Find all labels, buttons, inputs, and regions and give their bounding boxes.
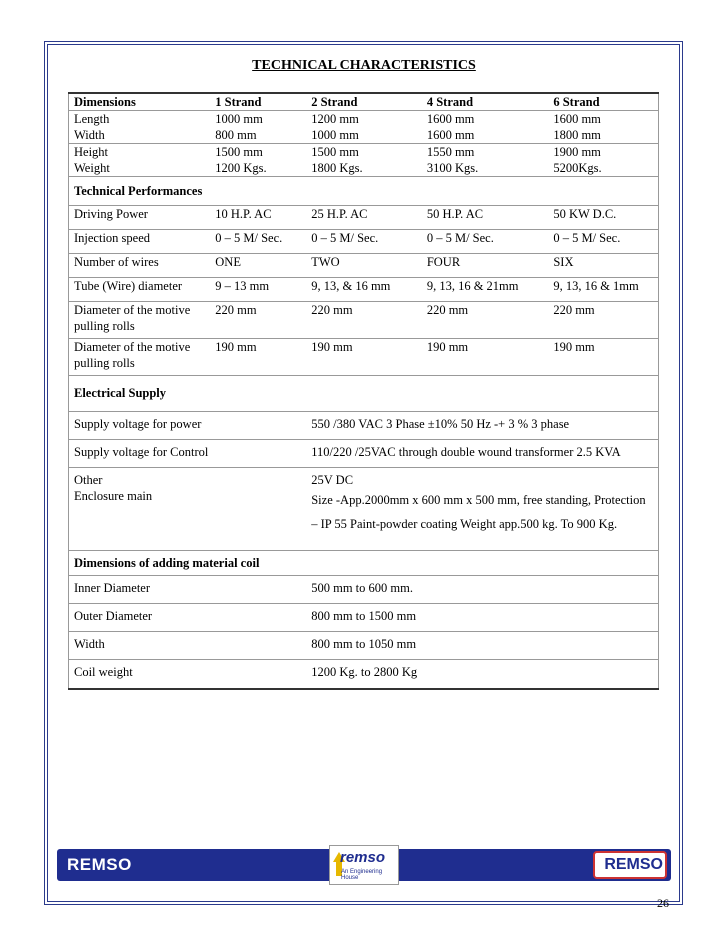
table-cell: Supply voltage for power	[69, 412, 307, 440]
table-cell: Supply voltage for Control	[69, 440, 307, 468]
technical-characteristics-table	[68, 92, 659, 690]
table-row	[69, 254, 659, 278]
table-cell: ONE	[210, 254, 306, 278]
brand-name-right: REMSO	[604, 856, 663, 873]
table-cell: 190 mm	[422, 339, 549, 376]
table-row	[69, 160, 659, 177]
table-cell: 1500 mm	[306, 144, 422, 161]
table-cell: Tube (Wire) diameter	[69, 278, 211, 302]
header-cell: 4 Strand	[422, 93, 549, 111]
table-cell: 0 – 5 M/ Sec.	[422, 230, 549, 254]
table-row	[69, 660, 659, 690]
table-cell: 25V DC	[306, 468, 658, 489]
table-cell: Height	[69, 144, 211, 161]
table-cell: 1000 mm	[210, 111, 306, 128]
table-cell: 50 H.P. AC	[422, 206, 549, 230]
section-heading: Dimensions of adding material coil	[69, 551, 659, 576]
table-cell: 25 H.P. AC	[306, 206, 422, 230]
table-cell: 1800 mm	[548, 127, 658, 144]
table-row	[69, 111, 659, 128]
table-row	[69, 339, 659, 376]
table-cell: FOUR	[422, 254, 549, 278]
table-cell: Size -App.2000mm x 600 mm x 500 mm, free standing, Protection – IP 55 Paint-powder coating Weight app.500 kg. To 900 Kg.	[306, 488, 658, 551]
table-cell: Weight	[69, 160, 211, 177]
table-cell: 800 mm	[215, 128, 257, 142]
table-row	[69, 144, 659, 161]
table-cell: 9, 13, 16 & 1mm	[548, 278, 658, 302]
table-cell: Injection speed	[69, 230, 211, 254]
table-row	[69, 632, 659, 660]
table-cell: 1600 mm	[548, 111, 658, 128]
header-cell: Dimensions	[69, 93, 211, 111]
table-cell: 190 mm	[306, 339, 422, 376]
table-cell: 220 mm	[306, 302, 422, 339]
table-cell: 220 mm	[422, 302, 549, 339]
brand-name-left: REMSO	[67, 855, 132, 874]
table-cell: 220 mm	[210, 302, 306, 339]
table-cell: TWO	[306, 254, 422, 278]
table-row	[69, 576, 659, 604]
section-heading-row	[69, 376, 659, 412]
page-number: 26	[657, 896, 669, 910]
logo-tagline: An Engineering House	[341, 869, 383, 881]
table-cell: 0 – 5 M/ Sec.	[306, 230, 422, 254]
table-row	[69, 127, 659, 144]
section-heading: Electrical Supply	[69, 376, 659, 412]
table-cell: 1800 Kgs.	[311, 161, 363, 175]
table-cell: 550 /380 VAC 3 Phase ±10% 50 Hz -+ 3 % 3 phase	[306, 412, 658, 440]
table-row	[69, 302, 659, 339]
table-cell: 110/220 /25VAC through double wound transformer 2.5 KVA	[306, 440, 658, 468]
table-row	[69, 488, 659, 551]
table-cell: 220 mm	[548, 302, 658, 339]
header-cell: 1 Strand	[210, 93, 306, 111]
table-cell: 1600 mm	[426, 128, 475, 142]
dimensions-header-row	[69, 93, 659, 111]
section-heading-row	[69, 551, 659, 576]
section-heading-row	[69, 177, 659, 206]
table-cell: 190 mm	[210, 339, 306, 376]
table-cell: Coil weight	[69, 660, 307, 690]
table-cell: Driving Power	[69, 206, 211, 230]
table-cell: 1500 mm	[210, 144, 306, 161]
section-heading: Technical Performances	[69, 177, 659, 206]
table-row	[69, 230, 659, 254]
table-cell: 190 mm	[548, 339, 658, 376]
table-cell: 3100 Kgs.	[426, 161, 479, 175]
footer-brand-bar	[57, 845, 671, 883]
table-cell: 800 mm to 1050 mm	[306, 632, 658, 660]
table-cell: Width	[69, 632, 307, 660]
table-cell: 9, 13, 16 & 21mm	[422, 278, 549, 302]
table-cell: 1200 Kg. to 2800 Kg	[306, 660, 658, 690]
table-row	[69, 206, 659, 230]
table-cell: Outer Diameter	[69, 604, 307, 632]
table-cell: Number of wires	[69, 254, 211, 278]
table-cell: Diameter of the motive pulling rolls	[69, 302, 211, 339]
table-cell: Width	[69, 127, 211, 144]
table-cell: 0 – 5 M/ Sec.	[548, 230, 658, 254]
table-cell: 10 H.P. AC	[210, 206, 306, 230]
table-cell: 800 mm to 1500 mm	[306, 604, 658, 632]
table-cell: SIX	[548, 254, 658, 278]
table-cell: 1600 mm	[422, 111, 549, 128]
table-cell: Inner Diameter	[69, 576, 307, 604]
table-cell: Enclosure main	[69, 488, 307, 551]
table-row	[69, 440, 659, 468]
table-cell: 9, 13, & 16 mm	[306, 278, 422, 302]
table-cell: 50 KW D.C.	[548, 206, 658, 230]
table-cell: 0 – 5 M/ Sec.	[210, 230, 306, 254]
table-cell: 1200 Kgs.	[215, 161, 267, 175]
table-cell: Length	[69, 111, 211, 128]
header-cell: 2 Strand	[306, 93, 422, 111]
table-row	[69, 468, 659, 489]
table-cell: 9 – 13 mm	[210, 278, 306, 302]
table-cell: 5200Kgs.	[548, 160, 658, 177]
page-title: TECHNICAL CHARACTERISTICS	[252, 58, 476, 73]
table-row	[69, 278, 659, 302]
table-cell: Other	[69, 468, 307, 489]
table-cell: 500 mm to 600 mm.	[306, 576, 658, 604]
table-cell: 1000 mm	[311, 128, 359, 142]
logo-wordmark: remso	[340, 849, 386, 866]
table-row	[69, 604, 659, 632]
company-logo	[329, 845, 399, 885]
table-cell: Diameter of the motive pulling rolls	[69, 339, 211, 376]
table-cell: 1900 mm	[548, 144, 658, 161]
table-cell: 1200 mm	[306, 111, 422, 128]
header-cell: 6 Strand	[548, 93, 658, 111]
table-row	[69, 412, 659, 440]
table-cell: 1550 mm	[422, 144, 549, 161]
